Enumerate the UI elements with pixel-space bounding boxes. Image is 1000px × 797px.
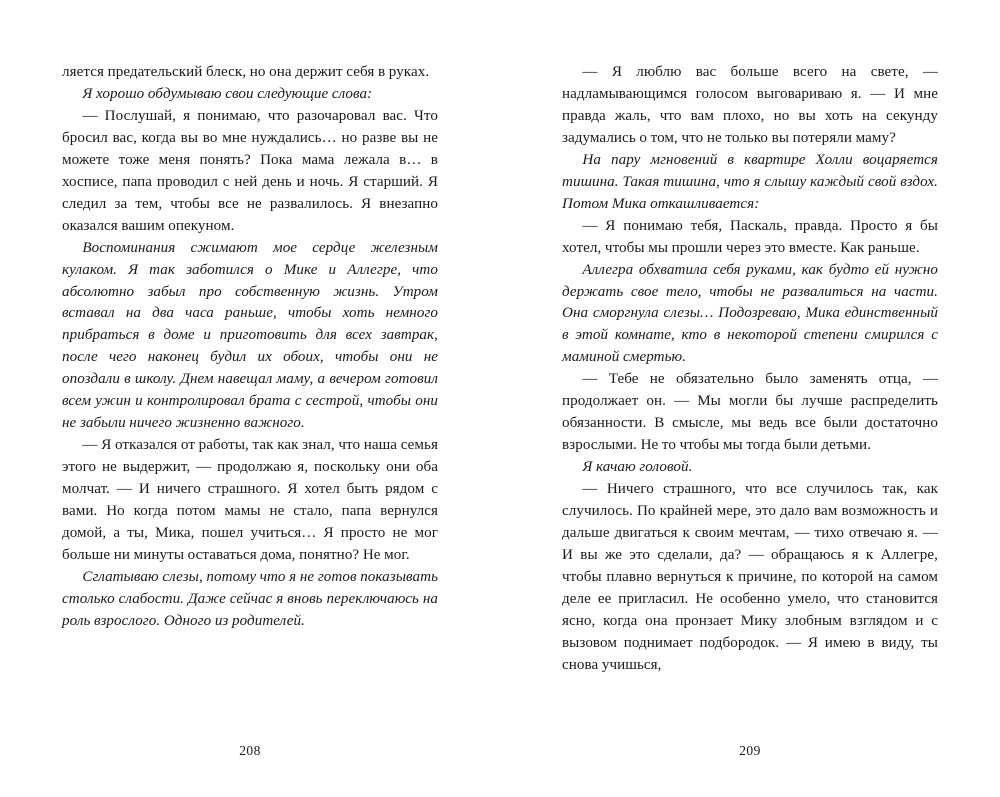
paragraph: Я качаю головой.: [582, 459, 693, 476]
page-number-right: 209: [739, 743, 761, 758]
paragraph: — Ничего страшного, что все случилось так, как случилось. По крайней мере, это дало вам возможность и дальше двигаться к своим мечтам, — тихо отвечаю я. — И вы же это сделали, да? — обращаюсь я к Аллегре, чтобы плавно вернуться к причине, по которой на самом деле ее пригласил. Не особенно умело, что становится ясно, когда она пронзает Мику злобным взглядом и с вызовом поднимает подбородок. — Я имею в виду, ты снова учишься,: [562, 481, 938, 673]
paragraph: Я хорошо обдумываю свои следующие слова:: [82, 85, 373, 102]
left-page-textblock: [62, 62, 438, 633]
paragraph: — Я люблю вас больше всего на свете, — надламывающимся голосом выговариваю я. — И мне правда жаль, что вам плохо, но вы хоть на секунду задумались о том, что не только вы потеряли маму?: [562, 64, 938, 146]
paragraph: — Я понимаю тебя, Паскаль, правда. Просто я бы хотел, чтобы мы прошли через это вместе. Как раньше.: [562, 217, 938, 256]
right-page-textblock: [562, 62, 938, 677]
paragraph: На пару мгновений в квартире Холли воцаряется тишина. Такая тишина, что я слышу каждый свой вздох. Потом Мика откашливается:: [562, 151, 938, 212]
paragraph: — Тебе не обязательно было заменять отца, — продолжает он. — Мы могли бы лучше распределить обязанности. В смысле, мы ведь все были достаточно взрослыми. Не то чтобы мы тогда были детьми.: [562, 371, 938, 454]
paragraph: — Я отказался от работы, так как знал, что наша семья этого не выдержит, — продолжаю я, поскольку они оба молчат. — И ничего страшного. Я хотел быть рядом с вами. Но когда потом мамы не стало, папа вернулся домой, а ты, Мика, пошел учиться… Я просто не мог больше ни минуты оставаться дома, понятно? Не мог.: [62, 437, 438, 563]
paragraph: Аллегра обхватила себя руками, как будто ей нужно держать свое тело, чтобы не развалиться на части. Она сморгнула слезы… Подозреваю, Мика единственный в этой комнате, кто в некоторой степени смирился с маминой смертью.: [562, 261, 938, 366]
page-right: [500, 0, 1000, 797]
paragraph: Сглатываю слезы, потому что я не готов показывать столько слабости. Даже сейчас я вновь переключаюсь на роль взрослого. Одного из родителей.: [62, 568, 438, 629]
page-number-left: 208: [239, 743, 261, 758]
paragraph: — Послушай, я понимаю, что разочаровал вас. Что бросил вас, когда вы во мне нуждались… но разве вы не можете тоже меня понять? Пока мама лежала в… в хосписе, папа проводил с ней день и ночь. Я старший. Я следил за тем, чтобы все не развалилось. Я внезапно оказался вашим опекуном.: [62, 107, 438, 234]
paragraph: ляется предательский блеск, но она держит себя в руках.: [62, 64, 430, 80]
paragraph: Воспоминания сжимают мое сердце железным кулаком. Я так заботился о Мике и Аллегре, что абсолютно забыл про собственную жизнь. Утром вставал на два часа раньше, чтобы хоть немного прибраться в доме и приготовить для всех завтрак, после чего наконец будил их обоих, чтобы они не опоздали в школу. Днем навещал маму, а вечером готовил всем ужин и контролировал брата с сестрой, чтобы они не забыли ничего жизненно важного.: [62, 239, 438, 432]
